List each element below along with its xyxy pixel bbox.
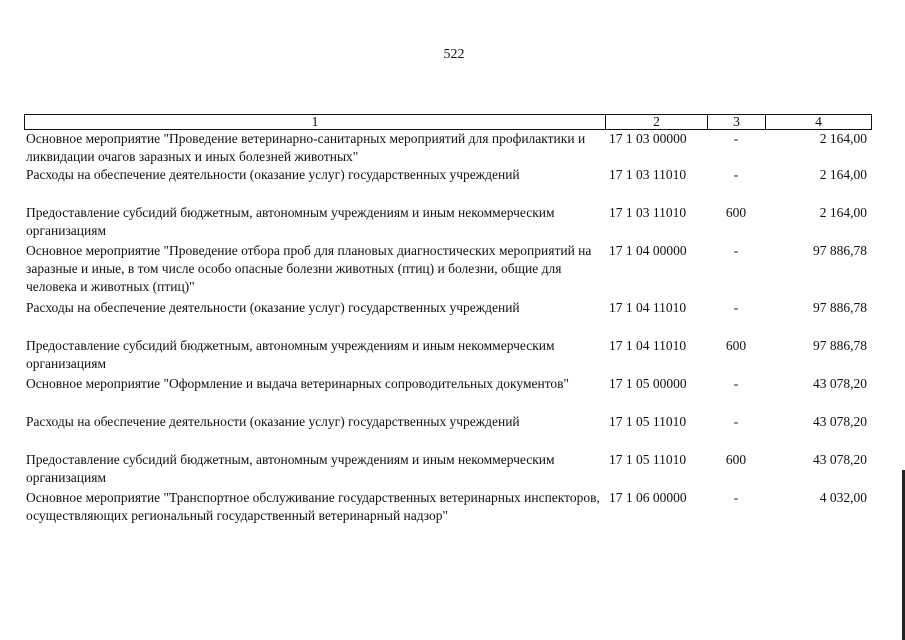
row-code: 17 1 05 11010 [609, 452, 687, 467]
table-row [24, 413, 872, 451]
row-name: Основное мероприятие "Оформление и выдача ветеринарных сопроводительных документов" [26, 376, 570, 391]
row-name: Предоставление субсидий бюджетным, автономным учреждениям и иным некоммерческим организациям [26, 205, 555, 238]
row-amount: 43 078,20 [813, 376, 867, 391]
row-type: - [733, 167, 739, 182]
table-row [24, 130, 872, 166]
table-row [24, 337, 872, 375]
row-name: Предоставление субсидий бюджетным, автономным учреждениям и иным некоммерческим организациям [26, 338, 555, 371]
row-amount: 2 164,00 [819, 167, 867, 182]
row-name: Расходы на обеспечение деятельности (оказание услуг) государственных учреждений [26, 167, 520, 182]
row-name: Расходы на обеспечение деятельности (оказание услуг) государственных учреждений [26, 414, 520, 429]
budget-table [24, 114, 872, 527]
row-amount: 43 078,20 [813, 414, 867, 429]
row-amount: 43 078,20 [813, 452, 867, 467]
row-code: 17 1 05 00000 [609, 376, 687, 391]
table-header [24, 114, 872, 130]
row-name: Расходы на обеспечение деятельности (оказание услуг) государственных учреждений [26, 300, 520, 315]
row-amount: 97 886,78 [813, 300, 867, 315]
row-code: 17 1 04 11010 [609, 338, 687, 353]
table-row [24, 204, 872, 242]
row-amount: 2 164,00 [819, 131, 867, 146]
row-name: Основное мероприятие "Проведение отбора проб для плановых диагностических мероприятий на заразные и иные, в том числе особо опасные болезни животных (птиц) и болезни, общие для человека и животных (птиц)" [26, 243, 592, 294]
row-type: - [733, 300, 739, 315]
header-col-3: 3 [708, 115, 766, 129]
row-name: Основное мероприятие "Проведение ветеринарно-санитарных мероприятий для профилактики и ликвидации очагов заразных и иных болезней животных" [26, 131, 586, 164]
table-row [24, 166, 872, 204]
row-amount: 97 886,78 [813, 338, 867, 353]
row-code: 17 1 04 00000 [609, 243, 687, 258]
table-row [24, 242, 872, 299]
row-type: 600 [725, 452, 747, 467]
row-code: 17 1 04 11010 [609, 300, 687, 315]
row-code: 17 1 06 00000 [609, 490, 687, 505]
row-name: Основное мероприятие "Транспортное обслуживание государственных ветеринарных инспекторов, осуществляющих региональный государственный ветеринарный надзор" [26, 490, 600, 523]
row-amount: 2 164,00 [819, 205, 867, 220]
row-amount: 97 886,78 [813, 243, 867, 258]
table-row [24, 489, 872, 527]
row-type: - [733, 376, 739, 391]
row-type: 600 [725, 338, 747, 353]
row-type: - [733, 414, 739, 429]
row-amount: 4 032,00 [819, 490, 867, 505]
row-type: - [733, 243, 739, 258]
row-code: 17 1 03 11010 [609, 205, 687, 220]
table-row [24, 375, 872, 413]
page-number: 522 [443, 47, 465, 62]
row-code: 17 1 03 11010 [609, 167, 687, 182]
row-name: Предоставление субсидий бюджетным, автономным учреждениям и иным некоммерческим организациям [26, 452, 555, 485]
table-row [24, 451, 872, 489]
row-type: - [733, 131, 739, 146]
header-col-1: 1 [25, 115, 606, 129]
row-type: 600 [725, 205, 747, 220]
header-col-2: 2 [606, 115, 708, 129]
row-code: 17 1 03 00000 [609, 131, 687, 146]
row-type: - [733, 490, 739, 505]
table-row [24, 299, 872, 337]
header-col-4: 4 [815, 114, 822, 129]
row-code: 17 1 05 11010 [609, 414, 687, 429]
